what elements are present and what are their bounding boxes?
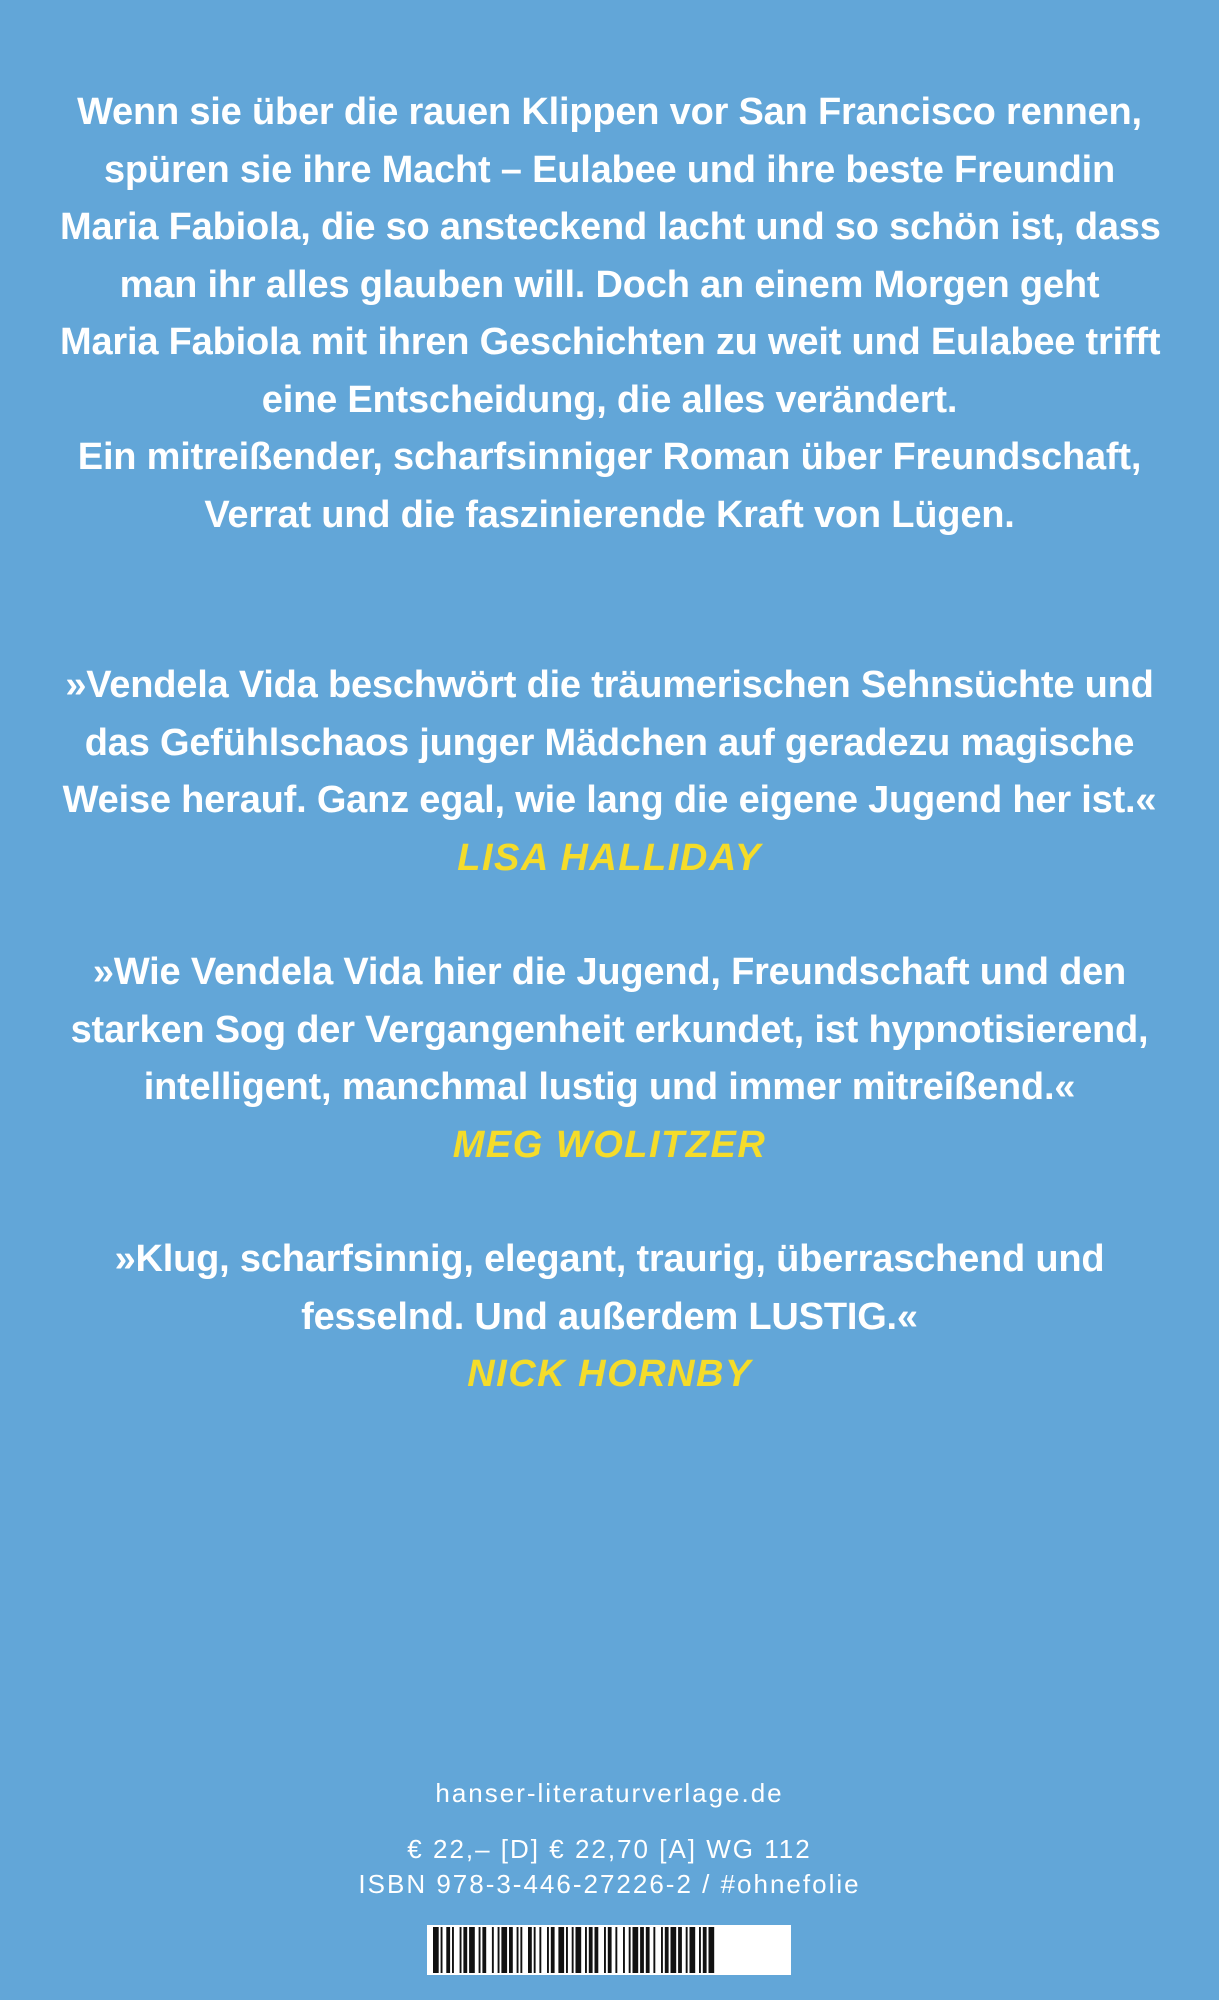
review-quote-hornby <box>60 1231 1159 1404</box>
quote-line: »Vendela Vida beschwört die träumerischen Sehnsüchte und <box>65 664 1154 706</box>
barcode-bar <box>633 1927 639 1973</box>
price-info: € 22,– [D] € 22,70 [A] WG 112 <box>407 1834 812 1864</box>
barcode-bar <box>446 1927 450 1973</box>
isbn-info: ISBN 978-3-446-27226-2 / #ohnefolie <box>358 1869 861 1899</box>
barcode-bar <box>572 1927 574 1973</box>
barcode-bar <box>699 1927 701 1973</box>
quote-line: das Gefühlschaos junger Mädchen auf geradezu magische <box>84 721 1135 764</box>
quote-author: LISA HALLIDAY <box>457 836 762 879</box>
barcode-bar <box>709 1927 715 1973</box>
barcode-bar <box>604 1927 606 1973</box>
barcode-bar <box>653 1927 655 1973</box>
quote-line: »Wie Vendela Vida hier die Jugend, Freundschaft und den <box>92 951 1127 993</box>
quote-line: Weise herauf. Ganz egal, wie lang die eigene Jugend her ist.« <box>62 779 1157 821</box>
barcode-bar <box>608 1927 612 1973</box>
blurb-line: Wenn sie über die rauen Klippen vor San Francisco rennen, <box>77 91 1142 133</box>
quote-line: »Klug, scharfsinnig, elegant, traurig, überraschend und <box>114 1238 1105 1280</box>
quote-line: intelligent, manchmal lustig und immer mitreißend.« <box>143 1066 1076 1108</box>
barcode-bar <box>482 1927 486 1973</box>
blurb-line: Ein mitreißender, scharfsinniger Roman über Freundschaft, <box>77 436 1142 478</box>
barcode-bar <box>547 1927 549 1973</box>
barcode-bar <box>558 1927 564 1973</box>
barcode-bar <box>520 1927 522 1973</box>
blurb-line: Verrat und die faszinierende Kraft von Lügen. <box>204 493 1015 536</box>
barcode-bar <box>479 1927 481 1973</box>
barcode-bar <box>463 1927 467 1973</box>
blurb-line: eine Entscheidung, die alles verändert. <box>261 378 958 421</box>
barcode-bar <box>690 1927 696 1973</box>
barcode-bar <box>678 1927 682 1973</box>
barcode-bar <box>671 1927 677 1973</box>
blurb-line: Maria Fabiola mit ihren Geschichten zu weit und Eulabee trifft <box>60 321 1161 363</box>
review-quote-wolitzer <box>60 944 1159 1174</box>
quote-line: fesselnd. Und außerdem LUSTIG.« <box>301 1295 918 1338</box>
barcode-bar <box>517 1927 519 1973</box>
barcode-bar <box>686 1927 688 1973</box>
barcode-bar <box>629 1927 631 1973</box>
barcode-bar <box>576 1927 582 1973</box>
blurb-line: spüren sie ihre Macht – Eulabee und ihre beste Freundin <box>103 148 1115 191</box>
barcode-bar <box>595 1927 599 1973</box>
barcode-bar <box>539 1927 541 1973</box>
barcode-bar <box>534 1927 536 1973</box>
review-quote-halliday <box>60 657 1159 887</box>
barcode-bar <box>460 1927 462 1973</box>
barcode-bars <box>433 1927 785 1973</box>
barcode-bar <box>492 1927 494 1973</box>
barcode-bar <box>640 1927 644 1973</box>
barcode-bar <box>441 1927 443 1973</box>
barcode-bar <box>528 1927 532 1973</box>
quote-author: MEG WOLITZER <box>452 1123 767 1166</box>
barcode-bar <box>623 1927 625 1973</box>
blurb-line: man ihr alles glauben will. Doch an einem Morgen geht <box>119 263 1100 306</box>
barcode-bar <box>469 1927 475 1973</box>
barcode-bar <box>509 1927 513 1973</box>
barcode-bar <box>566 1927 568 1973</box>
barcode <box>427 1925 791 1975</box>
publisher-website: hanser-literaturverlage.de <box>435 1778 784 1808</box>
barcode-bar <box>501 1927 507 1973</box>
quote-author: NICK HORNBY <box>467 1353 752 1395</box>
barcode-bar <box>646 1927 650 1973</box>
barcode-bar <box>589 1927 593 1973</box>
barcode-bar <box>665 1927 669 1973</box>
barcode-bar <box>551 1927 555 1973</box>
blurb-line: Maria Fabiola, die so ansteckend lacht und so schön ist, dass <box>60 206 1161 248</box>
barcode-bar <box>615 1927 617 1973</box>
barcode-bar <box>433 1927 439 1973</box>
blurb-text <box>60 84 1159 544</box>
barcode-bar <box>661 1927 663 1973</box>
barcode-bar <box>585 1927 587 1973</box>
barcode-bar <box>498 1927 500 1973</box>
quote-line: starken Sog der Vergangenheit erkundet, ist hypnotisierend, <box>70 1008 1149 1051</box>
barcode-bar <box>452 1927 454 1973</box>
barcode-bar <box>703 1927 707 1973</box>
